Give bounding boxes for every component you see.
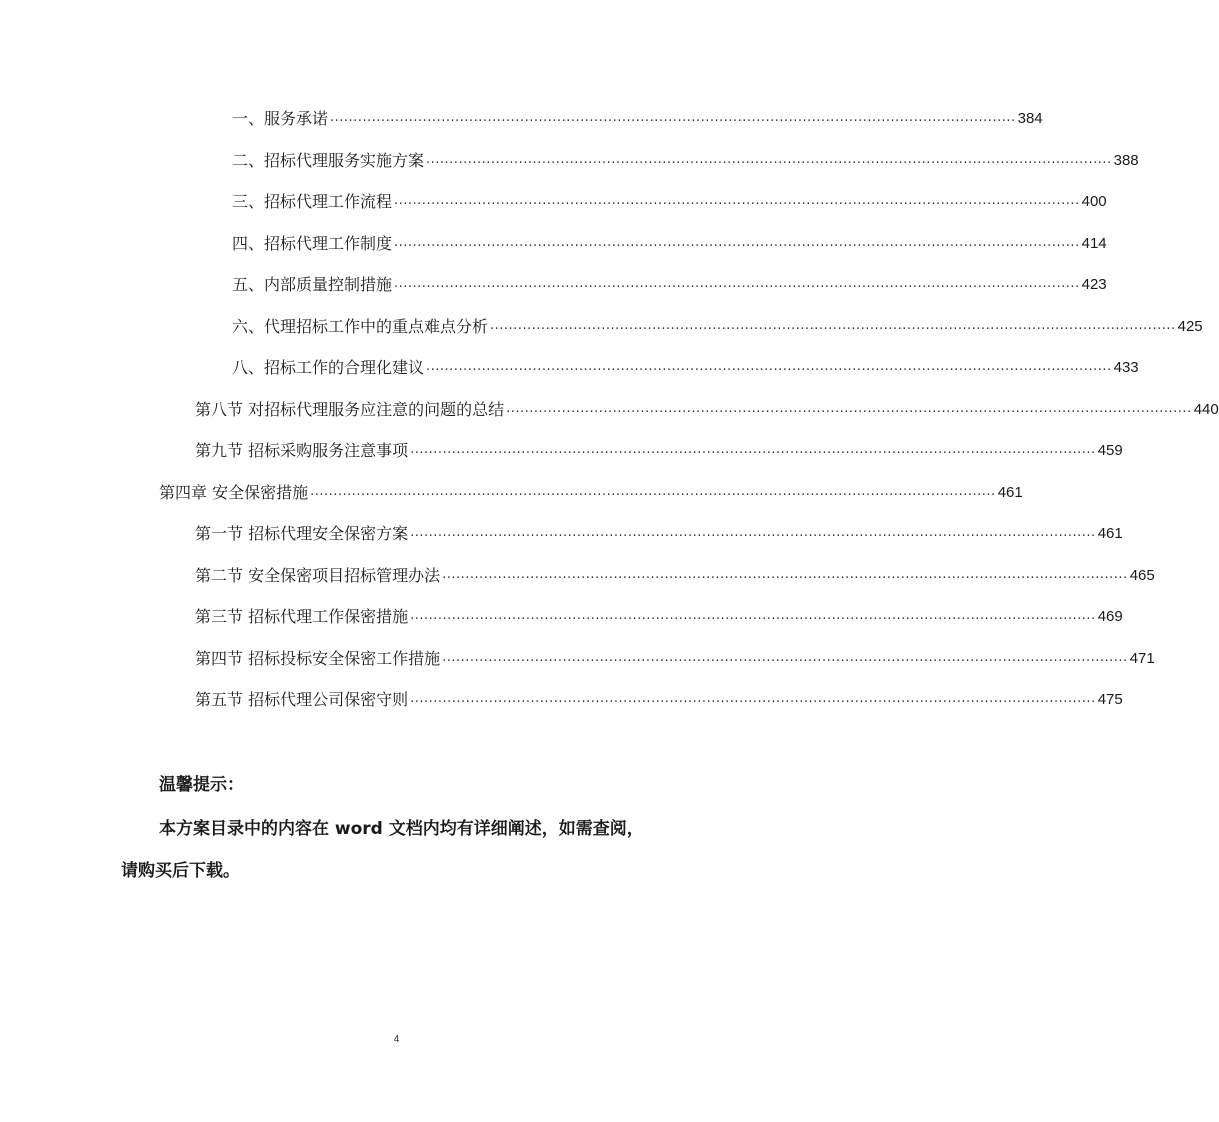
toc-entry[interactable]: [195, 644, 1155, 670]
toc-entry-page: 440: [1193, 401, 1219, 418]
toc-entry-label: 四、招标代理工作制度: [232, 234, 393, 253]
toc-entry-page: 469: [1097, 608, 1123, 625]
toc-entry-label: 三、招标代理工作流程: [232, 192, 393, 211]
toc-entry-page: 461: [997, 484, 1023, 501]
toc-dot-leader: ....................................................................................................................................................: [506, 401, 1192, 416]
toc-entry[interactable]: [195, 561, 1155, 587]
toc-entry-page: 461: [1097, 525, 1123, 542]
toc-entry-page: 384: [1017, 110, 1043, 127]
toc-dot-leader: ....................................................................................................................................................: [394, 276, 1080, 291]
toc-entry-label: 二、招标代理服务实施方案: [232, 151, 425, 170]
toc-entry[interactable]: [159, 478, 1023, 504]
toc-dot-leader: ....................................................................................................................................................: [426, 359, 1112, 374]
toc-entry-label: 第二节 安全保密项目招标管理办法: [195, 566, 441, 585]
toc-entry[interactable]: [195, 395, 1219, 421]
toc-dot-leader: ....................................................................................................................................................: [442, 567, 1128, 582]
toc-entry[interactable]: [195, 519, 1123, 545]
toc-entry-label: 六、代理招标工作中的重点难点分析: [232, 317, 489, 336]
toc-dot-leader: ....................................................................................................................................................: [410, 442, 1096, 457]
toc-dot-leader: ....................................................................................................................................................: [410, 691, 1096, 706]
toc-dot-leader: ....................................................................................................................................................: [490, 318, 1176, 333]
toc-entry-page: 414: [1081, 235, 1107, 252]
toc-entry-page: 425: [1177, 318, 1203, 335]
toc-dot-leader: ....................................................................................................................................................: [394, 235, 1080, 250]
toc-entry-label: 第五节 招标代理公司保密守则: [195, 690, 409, 709]
toc-entry-label: 第九节 招标采购服务注意事项: [195, 441, 409, 460]
toc-dot-leader: ....................................................................................................................................................: [394, 193, 1080, 208]
page-number: 4: [393, 1034, 400, 1045]
toc-entry[interactable]: [195, 602, 1123, 628]
toc-entry-label: 第八节 对招标代理服务应注意的问题的总结: [195, 400, 505, 419]
toc-entry-page: 459: [1097, 442, 1123, 459]
toc-entry[interactable]: [195, 436, 1123, 462]
toc-entry-page: 400: [1081, 193, 1107, 210]
toc-dot-leader: ....................................................................................................................................................: [410, 608, 1096, 623]
tip-text-line-1: 本方案目录中的内容在 word 文档内均有详细阐述，如需查阅，: [159, 819, 644, 839]
toc-dot-leader: ....................................................................................................................................................: [442, 650, 1128, 665]
toc-entry[interactable]: [232, 104, 1043, 130]
toc-entry-page: 465: [1129, 567, 1155, 584]
toc-entry-label: 第三节 招标代理工作保密措施: [195, 607, 409, 626]
toc-entry[interactable]: [232, 312, 1203, 338]
toc-entry[interactable]: [195, 685, 1123, 711]
toc-entry[interactable]: [232, 146, 1139, 172]
toc-entry-label: 第一节 招标代理安全保密方案: [195, 524, 409, 543]
toc-dot-leader: ....................................................................................................................................................: [426, 152, 1112, 167]
toc-entry-label: 第四章 安全保密措施: [159, 483, 309, 502]
toc-entry-page: 423: [1081, 276, 1107, 293]
toc-entry[interactable]: [232, 187, 1107, 213]
toc-dot-leader: ....................................................................................................................................................: [330, 110, 1016, 125]
toc-dot-leader: ....................................................................................................................................................: [410, 525, 1096, 540]
toc-entry-label: 一、服务承诺: [232, 109, 329, 128]
toc-entry-page: 388: [1113, 152, 1139, 169]
toc-entry-label: 八、招标工作的合理化建议: [232, 358, 425, 377]
toc-entry[interactable]: [232, 229, 1107, 255]
toc-entry-page: 475: [1097, 691, 1123, 708]
toc-entry-label: 五、内部质量控制措施: [232, 275, 393, 294]
toc-entry[interactable]: [232, 353, 1139, 379]
tip-heading: 温馨提示：: [159, 775, 244, 795]
toc-dot-leader: ....................................................................................................................................................: [310, 484, 996, 499]
toc-entry-page: 471: [1129, 650, 1155, 667]
tip-text-line-2: 请购买后下载。: [121, 861, 240, 881]
toc-entry-label: 第四节 招标投标安全保密工作措施: [195, 649, 441, 668]
toc-entry[interactable]: [232, 270, 1107, 296]
toc-entry-page: 433: [1113, 359, 1139, 376]
